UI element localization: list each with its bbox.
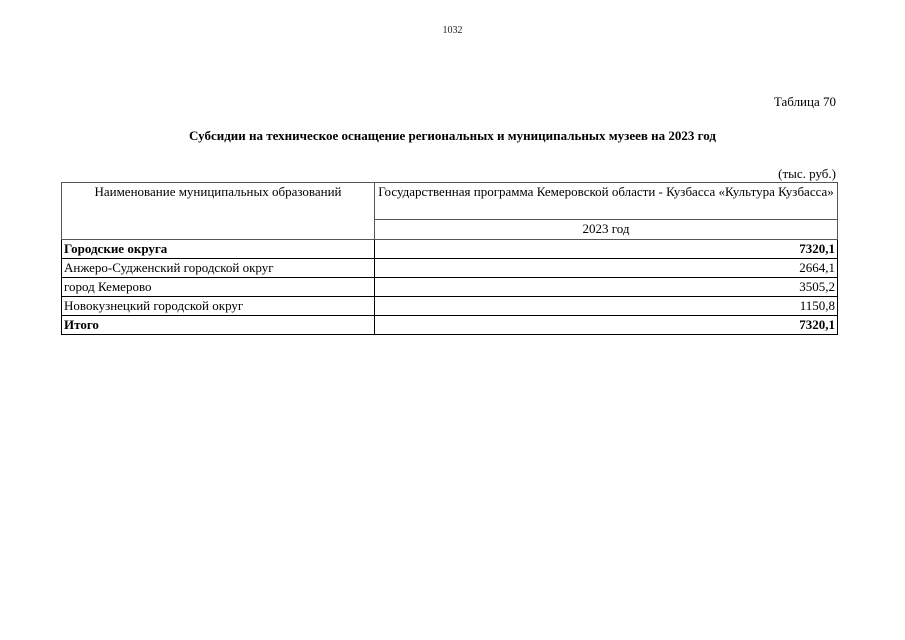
row-value: 3505,2 bbox=[375, 278, 838, 297]
row-name: Анжеро-Судженский городской округ bbox=[62, 259, 375, 278]
row-value: 7320,1 bbox=[375, 240, 838, 259]
row-name: Итого bbox=[62, 316, 375, 335]
units-label: (тыс. руб.) bbox=[778, 166, 836, 181]
row-name: город Кемерово bbox=[62, 278, 375, 297]
table-label: Таблица 70 bbox=[773, 94, 836, 109]
row-value: 7320,1 bbox=[375, 316, 838, 335]
header-year: 2023 год bbox=[375, 220, 838, 240]
row-value: 1150,8 bbox=[375, 297, 838, 316]
table-row bbox=[62, 259, 838, 278]
table-row bbox=[62, 297, 838, 316]
subsidies-table bbox=[61, 182, 838, 335]
document-title: Субсидии на техническое оснащение региональных и муниципальных музеев на 2023 год bbox=[189, 128, 716, 143]
table-row-total bbox=[62, 316, 838, 335]
row-name: Городские округа bbox=[62, 240, 375, 259]
table-row bbox=[62, 240, 838, 259]
row-name: Новокузнецкий городской округ bbox=[62, 297, 375, 316]
row-value: 2664,1 bbox=[375, 259, 838, 278]
page-number: 1032 bbox=[442, 25, 463, 36]
header-municipality: Наименование муниципальных образований bbox=[62, 183, 375, 240]
header-program: Государственная программа Кемеровской области - Кузбасса «Культура Кузбасса» bbox=[375, 183, 838, 220]
table-row bbox=[62, 278, 838, 297]
